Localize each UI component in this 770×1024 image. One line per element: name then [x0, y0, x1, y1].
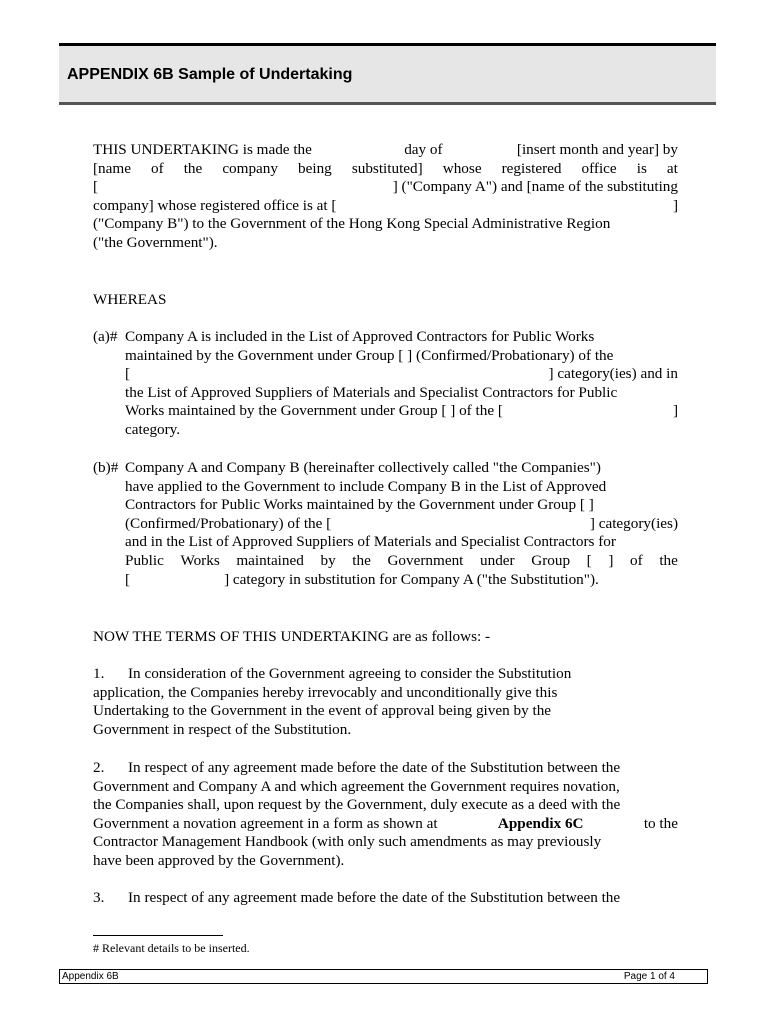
text-segment: registered — [501, 159, 562, 177]
clause-b-tag: (b)# — [93, 459, 119, 476]
text-segment: maintained by the Government under Group [ ] (Confirmed/Probationary) of the — [125, 346, 614, 364]
text-segment: have been approved by the Government). — [93, 851, 345, 869]
text-segment: Government — [387, 551, 464, 569]
clause-a — [93, 328, 678, 440]
text-segment: [ — [93, 178, 99, 196]
text-segment: [ — [586, 551, 592, 569]
text-segment: ] ("Company A") and [name of the substituting — [392, 178, 678, 196]
text-segment: Public — [125, 551, 164, 569]
paragraph-3 — [93, 889, 678, 908]
intro-line-4 — [93, 197, 678, 216]
text-segment: Contractors for Public Works maintained by the Government under Group [ ] — [125, 496, 594, 514]
text-segment: Contractor Management Handbook (with only such amendments as may previously — [93, 833, 602, 851]
text-segment: day of — [404, 141, 443, 158]
text-segment: application, the Companies hereby irrevocably and unconditionally give this — [93, 683, 558, 701]
intro-line-3 — [93, 178, 678, 197]
text-segment: Works maintained by the Government under Group [ ] of the [ — [125, 402, 503, 420]
text-segment: [ — [125, 570, 131, 588]
intro-line-2 — [93, 160, 678, 179]
text-segment: Government a novation agreement in a form as shown at — [93, 814, 438, 832]
text-segment: Company A is included in the List of Approved Contractors for Public Works — [125, 328, 595, 345]
text-segment: maintained — [236, 551, 304, 569]
page-footer — [59, 969, 708, 984]
text-segment: ] — [608, 551, 614, 569]
text-segment: office — [581, 159, 617, 177]
text-segment: In respect of any agreement made before the date of the Substitution between the — [128, 759, 621, 776]
page-title: APPENDIX 6B Sample of Undertaking — [67, 66, 353, 83]
text-segment — [93, 759, 678, 778]
clause-b — [93, 459, 678, 589]
text-segment: Group — [531, 551, 571, 569]
text-segment: Works — [180, 551, 220, 569]
text-segment — [125, 402, 678, 421]
terms-heading: NOW THE TERMS OF THIS UNDERTAKING are as follows: - — [93, 628, 491, 645]
intro-paragraph — [93, 141, 678, 253]
text-segment: (Confirmed/Probationary) of the [ — [125, 514, 332, 532]
text-segment: the — [352, 551, 371, 569]
text-segment: [ — [125, 365, 131, 383]
text-segment: to the — [643, 814, 678, 832]
intro-line-6: ("the Government"). — [93, 233, 218, 251]
intro-line-5: ("Company B") to the Government of the Hong Kong Special Administrative Region — [93, 215, 611, 233]
text-segment: 2. — [93, 759, 105, 776]
text-segment: category. — [125, 420, 181, 438]
paragraph-2 — [93, 759, 678, 871]
text-segment: Government in respect of the Substitution. — [93, 720, 352, 738]
text-segment: the — [183, 159, 203, 177]
text-segment: substituted] — [351, 159, 423, 177]
whereas-heading: WHEREAS — [93, 291, 167, 308]
text-segment: 1. — [93, 665, 105, 682]
text-segment — [93, 665, 678, 684]
text-segment: THIS UNDERTAKING is made the — [93, 141, 312, 158]
appendix-header-band — [59, 43, 716, 105]
text-segment: under — [480, 551, 515, 569]
text-segment: ] category in substitution for Company A ("the Substitution"). — [224, 570, 599, 588]
text-segment — [93, 889, 678, 908]
text-segment: 3. — [93, 889, 105, 906]
text-segment: [insert month and year] by — [516, 141, 678, 158]
text-segment: have applied to the Government to include Company B in the List of Approved — [125, 477, 607, 495]
text-segment: In respect of any agreement made before the date of the Substitution between the — [128, 889, 621, 906]
text-segment: the List of Approved Suppliers of Materials and Specialist Contractors for Public — [125, 383, 618, 401]
text-segment: ] category(ies) and in — [548, 365, 678, 383]
text-segment: company] whose registered office is at [ — [93, 196, 337, 214]
text-segment: Undertaking to the Government in the event of approval being given by the — [93, 702, 552, 720]
text-segment — [125, 552, 678, 571]
text-segment — [125, 571, 678, 590]
text-segment: ] category(ies) — [589, 514, 678, 532]
intro-line-1 — [93, 141, 678, 160]
clause-a-tag: (a)# — [93, 328, 118, 345]
footnote: # Relevant details to be inserted. — [93, 941, 250, 955]
text-segment: whose — [442, 159, 482, 177]
text-segment: is — [636, 159, 647, 177]
text-segment — [125, 328, 678, 440]
text-segment: company — [222, 159, 278, 177]
text-segment: [name — [93, 159, 131, 177]
text-segment: In consideration of the Government agreeing to consider the Substitution — [128, 665, 572, 682]
text-segment: and in the List of Approved Suppliers of Materials and Specialist Contractors for — [125, 533, 616, 551]
text-segment — [125, 365, 678, 384]
text-segment: the Companies shall, upon request by the Government, duly execute as a deed with the — [93, 796, 621, 814]
text-segment — [125, 459, 678, 589]
text-segment: ] — [672, 402, 678, 420]
text-segment: ] — [672, 196, 678, 214]
text-segment: at — [666, 159, 678, 177]
text-segment: being — [298, 159, 332, 177]
text-segment: by — [320, 551, 336, 569]
footnote-divider — [93, 935, 223, 936]
text-segment: Government and Company A and which agreement the Government requires novation, — [93, 777, 620, 795]
page-number: Page 1 of 4 — [623, 971, 675, 982]
text-segment — [125, 515, 678, 534]
footer-appendix-label: Appendix 6B — [62, 971, 119, 982]
appendix-6c-reference: Appendix 6C — [497, 814, 584, 832]
paragraph-1 — [93, 665, 678, 739]
text-segment — [93, 815, 678, 834]
text-segment: of — [151, 159, 164, 177]
text-segment: Company A and Company B (hereinafter collectively called "the Companies") — [125, 459, 601, 476]
text-segment: the — [659, 551, 678, 569]
text-segment: of — [630, 551, 643, 569]
